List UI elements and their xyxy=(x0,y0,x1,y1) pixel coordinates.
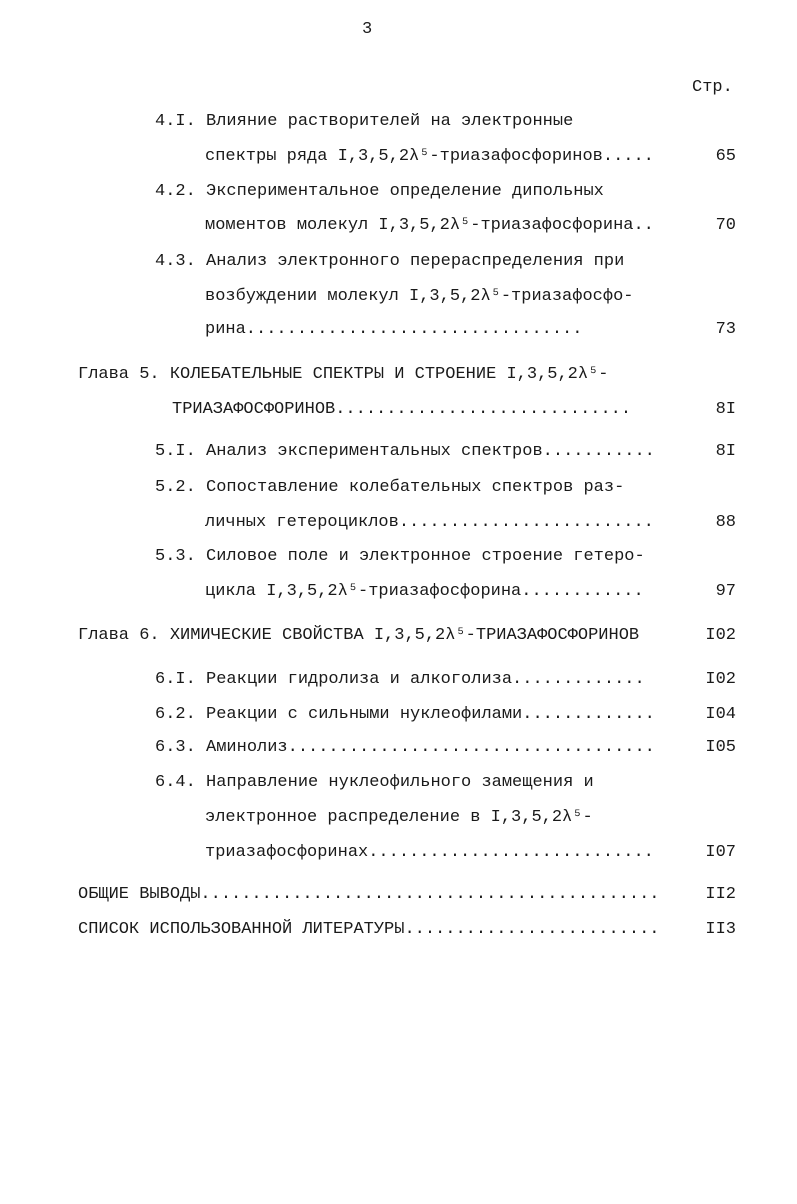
toc-line: 4.I. Влияние растворителей на электронные xyxy=(155,112,574,131)
toc-line: 4.3. Анализ электронного перераспределения при xyxy=(155,252,625,271)
toc-line: спектры ряда I,3,5,2λ⁵-триазафосфоринов..... xyxy=(205,147,654,166)
toc-page: 8I xyxy=(715,400,736,419)
toc-page: 8I xyxy=(715,442,736,461)
toc-line: 6.2. Реакции с сильными нуклеофилами............. xyxy=(155,705,655,724)
toc-line: 5.I. Анализ экспериментальных спектров........... xyxy=(155,442,655,461)
toc-line: 6.3. Аминолиз.................................... xyxy=(155,738,655,757)
toc-references: СПИСОК ИСПОЛЬЗОВАННОЙ ЛИТЕРАТУРЫ......................... xyxy=(78,920,660,939)
toc-page: 70 xyxy=(715,216,736,235)
toc-line: личных гетероциклов......................... xyxy=(205,513,654,532)
toc-page: I02 xyxy=(705,670,736,689)
toc-page: I04 xyxy=(705,705,736,724)
toc-page: 73 xyxy=(715,320,736,339)
toc-page: II3 xyxy=(705,920,736,939)
toc-page: I02 xyxy=(705,626,736,645)
page-number: 3 xyxy=(362,20,373,39)
toc-line: 6.4. Направление нуклеофильного замещения и xyxy=(155,773,594,792)
toc-line: цикла I,3,5,2λ⁵-триазафосфорина............ xyxy=(205,582,644,601)
toc-line: электронное распределение в I,3,5,2λ⁵- xyxy=(205,808,593,827)
toc-chapter: Глава 6. ХИМИЧЕСКИЕ СВОЙСТВА I,3,5,2λ⁵-ТРИАЗАФОСФОРИНОВ xyxy=(78,626,640,645)
toc-line: моментов молекул I,3,5,2λ⁵-триазафосфорина.. xyxy=(205,216,654,235)
toc-line: триазафосфоринах............................ xyxy=(205,843,654,862)
toc-page: 65 xyxy=(715,147,736,166)
toc-page: I07 xyxy=(705,843,736,862)
toc-line: 5.3. Силовое поле и электронное строение гетеро- xyxy=(155,547,645,566)
toc-line: 4.2. Экспериментальное определение дипольных xyxy=(155,182,604,201)
toc-chapter: Глава 5. КОЛЕБАТЕЛЬНЫЕ СПЕКТРЫ И СТРОЕНИЕ I,3,5,2λ⁵- xyxy=(78,365,609,384)
toc-line: рина................................. xyxy=(205,320,583,339)
toc-page: II2 xyxy=(705,885,736,904)
toc-line: 5.2. Сопоставление колебательных спектров раз- xyxy=(155,478,625,497)
toc-page: 88 xyxy=(715,513,736,532)
toc-line: возбуждении молекул I,3,5,2λ⁵-триазафосфо- xyxy=(205,287,634,306)
toc-page: I05 xyxy=(705,738,736,757)
toc-line: ТРИАЗАФОСФОРИНОВ............................. xyxy=(172,400,632,419)
toc-line: 6.I. Реакции гидролиза и алкоголиза............. xyxy=(155,670,645,689)
toc-conclusions: ОБЩИЕ ВЫВОДЫ............................................. xyxy=(78,885,660,904)
page-column-header: Стр. xyxy=(692,78,733,97)
toc-page: 97 xyxy=(715,582,736,601)
